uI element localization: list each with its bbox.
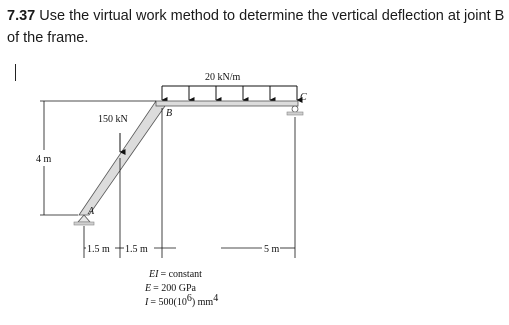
distributed-load: [162, 86, 297, 100]
dimension-3-label: 5 m: [264, 244, 280, 255]
distributed-load-label: 20 kN/m: [205, 72, 241, 83]
joint-a-label: A: [88, 206, 95, 217]
problem-number: 7.37: [7, 8, 36, 24]
height-dimension-label: 4 m: [36, 154, 52, 165]
problem-text: Use the virtual work method to determine the vertical deflection at joint B of the frame.: [7, 8, 505, 46]
property-ei: EI = constant: [149, 269, 202, 280]
dimension-1-label: 1.5 m: [87, 244, 110, 255]
property-i: $I = 500(10^6_{) mm}^4$: [145, 293, 219, 308]
dimension-2-label: 1.5 m: [125, 244, 148, 255]
property-e: E = 200 GPa: [145, 283, 196, 294]
roller-support-c: [287, 106, 303, 115]
joint-b-label: B: [166, 108, 173, 119]
point-load-label: 150 kN: [98, 114, 128, 125]
joint-c-label: C: [300, 92, 307, 103]
extension-lines: [84, 108, 295, 258]
